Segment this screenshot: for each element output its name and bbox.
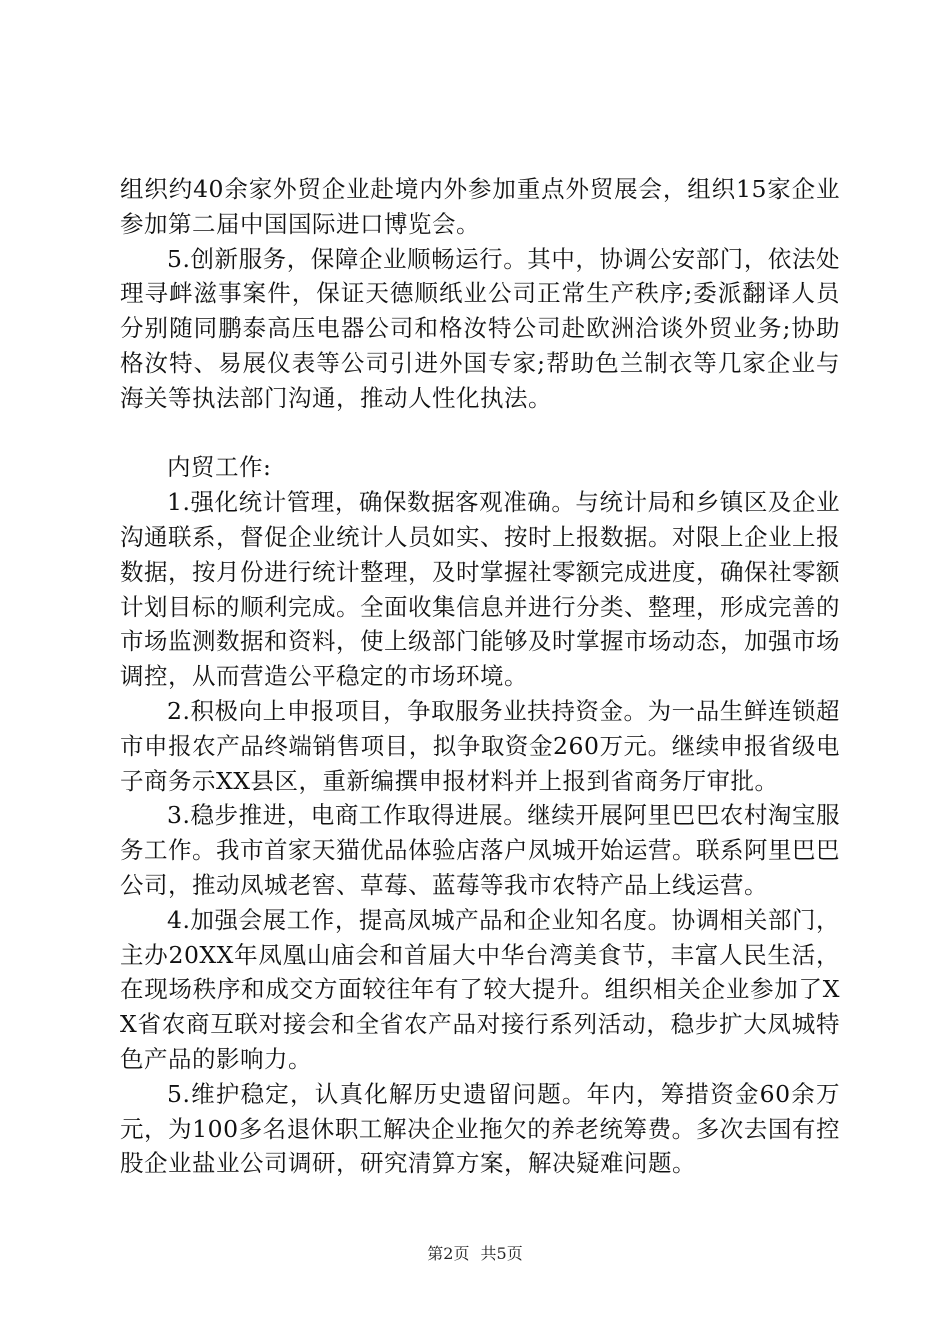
paragraph-continuation: 组织约40余家外贸企业赴境内外参加重点外贸展会，组织15家企业参加第二届中国国际进口博览会。: [120, 175, 840, 238]
paragraph-domestic-trade-item-2: 2.积极向上申报项目，争取服务业扶持资金。为一品生鲜连锁超市申报农产品终端销售项目，拟争取资金260万元。继续申报省级电子商务示XX县区，重新编撰申报材料并上报到省商务厅审批。: [120, 696, 840, 795]
current-page-number: 第2页: [427, 1244, 470, 1263]
paragraph-domestic-trade-item-3: 3.稳步推进，电商工作取得进展。继续开展阿里巴巴农村淘宝服务工作。我市首家天猫优品体验店落户凤城开始运营。联系阿里巴巴公司，推动凤城老窖、草莓、蓝莓等我市农特产品上线运营。: [120, 801, 840, 899]
document-body: [120, 172, 840, 1181]
paragraph-foreign-trade-item-5: 5.创新服务，保障企业顺畅运行。其中，协调公安部门，依法处理寻衅滋事案件，保证天德顺纸业公司正常生产秩序;委派翻译人员分别随同鹏泰高压电器公司和格汝特公司赴欧洲洽谈外贸业务;协助格汝特、易展仪表等公司引进外国专家;帮助色兰制衣等几家企业与海关等执法部门沟通，推动人性化执法。: [120, 244, 840, 412]
paragraph-domestic-trade-item-5: 5.维护稳定，认真化解历史遗留问题。年内，筹措资金60余万元，为100多名退休职工解决企业拖欠的养老统筹费。多次去国有控股企业盐业公司调研，研究清算方案，解决疑难问题。: [120, 1079, 840, 1178]
section-heading-domestic-trade: 内贸工作:: [167, 453, 272, 482]
paragraph-spacer: [120, 416, 840, 451]
page-footer: [0, 1244, 950, 1264]
paragraph-domestic-trade-item-4: 4.加强会展工作，提高凤城产品和企业知名度。协调相关部门，主办20XX年凤凰山庙会和首届大中华台湾美食节，丰富人民生活，在现场秩序和成交方面较往年有了较大提升。组织相关企业参加了XX省农商互联对接会和全省农产品对接行系列活动，稳步扩大凤城特色产品的影响力。: [120, 905, 840, 1073]
total-page-count: 共5页: [480, 1244, 523, 1263]
paragraph-domestic-trade-item-1: 1.强化统计管理，确保数据客观准确。与统计局和乡镇区及企业沟通联系，督促企业统计人员如实、按时上报数据。对限上企业上报数据，按月份进行统计整理，及时掌握社零额完成进度，确保社零额计划目标的顺利完成。全面收集信息并进行分类、整理，形成完善的市场监测数据和资料，使上级部门能够及时掌握市场动态，加强市场调控，从而营造公平稳定的市场环境。: [120, 488, 840, 691]
